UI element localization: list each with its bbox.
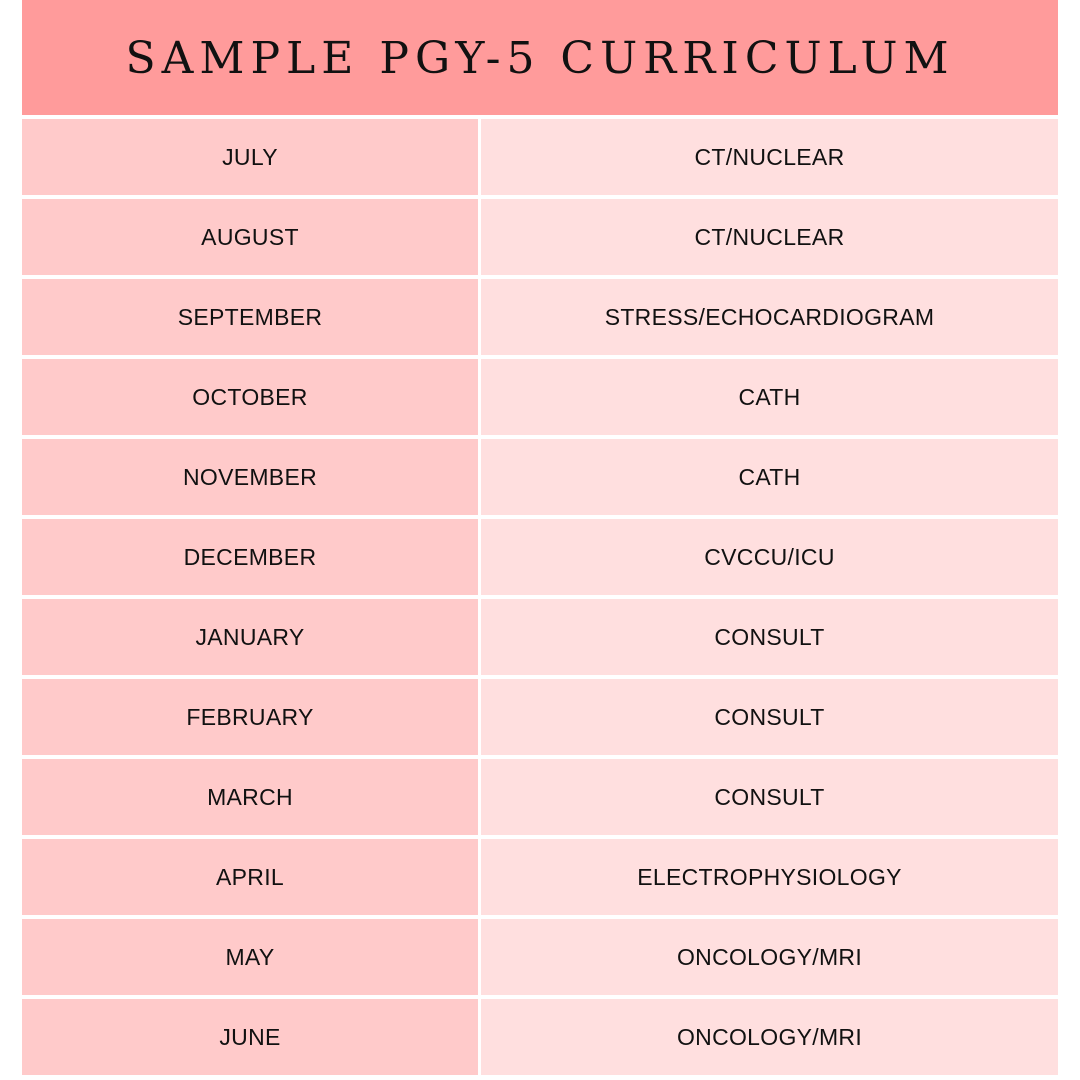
table-row [22,999,1058,1075]
month-cell: JUNE [22,999,478,1075]
page-title: SAMPLE PGY-5 CURRICULUM [125,33,955,84]
rotation-cell: CATH [481,359,1058,435]
curriculum-sheet [22,0,1058,1080]
table-row [22,119,1058,195]
month-cell: OCTOBER [22,359,478,435]
table-row [22,199,1058,275]
month-cell: AUGUST [22,199,478,275]
table-row [22,359,1058,435]
month-cell: JULY [22,119,478,195]
title-banner [22,0,1058,115]
month-cell: JANUARY [22,599,478,675]
rotation-cell: CT/NUCLEAR [481,199,1058,275]
curriculum-table [22,119,1058,1079]
month-cell: NOVEMBER [22,439,478,515]
rotation-cell: CVCCU/ICU [481,519,1058,595]
rotation-cell: CONSULT [481,679,1058,755]
month-cell: SEPTEMBER [22,279,478,355]
rotation-cell: CONSULT [481,599,1058,675]
table-row [22,679,1058,755]
rotation-cell: CATH [481,439,1058,515]
table-row [22,599,1058,675]
rotation-cell: ELECTROPHYSIOLOGY [481,839,1058,915]
table-row [22,839,1058,915]
table-row [22,919,1058,995]
rotation-cell: CONSULT [481,759,1058,835]
rotation-cell: STRESS/ECHOCARDIOGRAM [481,279,1058,355]
table-row [22,279,1058,355]
month-cell: FEBRUARY [22,679,478,755]
rotation-cell: ONCOLOGY/MRI [481,999,1058,1075]
month-cell: MARCH [22,759,478,835]
month-cell: MAY [22,919,478,995]
month-cell: APRIL [22,839,478,915]
month-cell: DECEMBER [22,519,478,595]
rotation-cell: ONCOLOGY/MRI [481,919,1058,995]
table-row [22,519,1058,595]
table-row [22,759,1058,835]
table-row [22,439,1058,515]
rotation-cell: CT/NUCLEAR [481,119,1058,195]
